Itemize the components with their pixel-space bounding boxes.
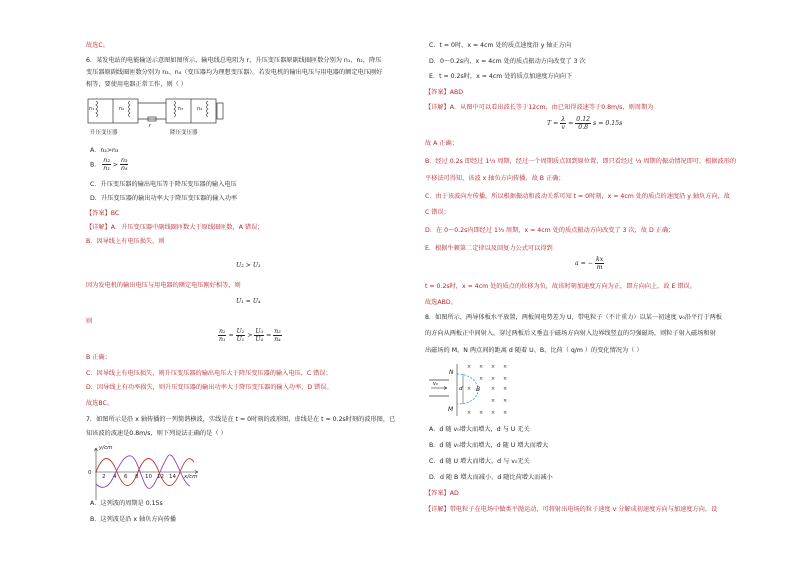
svg-text:×: × [467, 410, 472, 416]
q7-stem-line-2: 知该波的波速是0.8m/s，则下列说法正确的是（ ） [86, 430, 227, 437]
graph-tick-6: 6 [124, 474, 128, 480]
q7-eq-period: T = $\frac{\lambda}{v}$ = $\frac{0.12}{0.8}$ s = 0.15s [547, 116, 623, 131]
svg-text:×: × [491, 364, 496, 370]
label-v0: v₀ [433, 381, 438, 387]
label-step-down: 降压变压器 [170, 130, 198, 136]
graph-tick-10: 10 [145, 474, 152, 480]
q7-option-b: B．这列波是沿 x 轴负方向传播 [90, 516, 177, 523]
svg-text:×: × [491, 410, 496, 416]
svg-text:×: × [467, 386, 472, 392]
q6-d-explain: D．因导线上有功率损失，则升压变压器的输出功率大于降压变压器的输入功率，D 错误。 [86, 384, 333, 391]
label-n1: n₁ [89, 106, 95, 112]
svg-text:×: × [491, 398, 496, 404]
label-M: M [448, 406, 454, 413]
q8-explain: 【详解】带电粒子在电场中做类平抛运动，可将射出电场的粒子速度 v 分解成初速度方向与加速度方向，设 [425, 506, 718, 513]
q7-option-e: E．t = 0.2s时，x = 4cm 处的质点加速度方向向下 [429, 73, 573, 80]
q6-option-a: A．n₂>n₃ [90, 147, 119, 154]
svg-text:×: × [491, 386, 496, 392]
graph-tick-12: 12 [157, 474, 164, 480]
q7-answer: 【答案】ABD [425, 89, 463, 96]
svg-text:×: × [503, 364, 508, 370]
prev-answer: 故选C。 [86, 42, 109, 49]
q6-answer: 【答案】BC [86, 210, 120, 217]
q8-stem-line-1: 8．如图所示，两导体板水平放置，两板间电势差为 U，带电粒子（不计重力）以某一初速度 v₀沿平行于两板 [425, 314, 722, 321]
q8-option-b: B．d 随 v₀增大而增大，d 随 U 增大而增大 [429, 442, 549, 449]
q8-stem-line-2: 的方向从两板正中间射入，穿过两板后又垂直于磁场方向射入边界线竖直的匀强磁场，则粒子射入磁场和射 [425, 330, 716, 337]
graph-tick-2: 2 [102, 474, 106, 480]
q7-explain-b1: B．经过 0.2s 即经过 1⅓ 周期，经过一个周期质点回到原位置，即只看经过 ⅓ 周期的振动情况即可，根据波形的 [425, 158, 737, 165]
label-n4: n₄ [197, 106, 203, 112]
q7-explain-e: E．根据牛顿第二定律以及回复力公式可以得到 [425, 245, 553, 252]
svg-text:×: × [503, 386, 508, 392]
q6-stem-line-3: 相等，要使用电器正常工作，则（ ） [86, 81, 187, 88]
graph-tick-8: 8 [135, 474, 139, 480]
graph-origin: 0 [88, 470, 92, 476]
q7-explain-e2: t = 0.2s时，x = 4cm 处的质点的位移为负，故该时刻加速度方向为正，即方向向上，故 E 错误。 [425, 283, 696, 290]
svg-text:×: × [479, 364, 484, 370]
label-N: N [449, 369, 454, 376]
q7-explain-a: 【详解】A．从图中可以看出波长等于12cm，由已知得波速等于0.8m/s，则周期为 [425, 104, 654, 111]
q6-stem-line-2: 变压器原副线圈匝数分别为 n₃、n₄（变压器均为理想变压器）。若发电机的输出电压与用电器的额定电压刚好 [86, 69, 383, 76]
q6-eq2: U₁ = U₄ [236, 298, 261, 305]
q6-stem-line-1: 6．某发电站的电能输送示意图如图所示，输电线总电阻为 r，升压变压器原副线圈匝数分别为 n₁、n₂，降压 [86, 57, 382, 64]
svg-text:×: × [503, 410, 508, 416]
q8-option-a: A．d 随 v₀增大而增大，d 与 U 无关 [429, 426, 530, 433]
q6-final: 故选BC。 [86, 400, 114, 407]
svg-text:×: × [491, 376, 496, 382]
label-r: r [149, 123, 152, 129]
label-n2: n₂ [119, 106, 125, 112]
q7-option-d: D．0～0.2s内，x = 4cm 处的质点振动方向改变了 3 次 [429, 58, 586, 65]
svg-text:×: × [467, 364, 472, 370]
graph-xlabel: x/cm [184, 474, 198, 480]
q7-option-a: A．这列波的周期是 0.15s [90, 500, 163, 507]
graph-tick-4: 4 [113, 474, 117, 480]
svg-text:×: × [479, 410, 484, 416]
graph-tick-14: 14 [169, 474, 176, 480]
q6-explain-2: 因为发电机的输出电压与用电器的额定电压刚好相等，则 [86, 282, 241, 289]
q7-explain-c1: C．由于该波向左传播，所以根据振动和波动关系可知 t = 0时刻，x = 4cm 处的质点的速度沿 y 轴负方向，故 [425, 193, 730, 200]
svg-text:×: × [503, 398, 508, 404]
label-d: d [459, 386, 463, 392]
q6-option-c: C．升压变压器的输出电压等于降压变压器的输入电压 [90, 181, 237, 188]
transformer-figure [86, 93, 226, 143]
q6-explain-b: B．因导线上有电压损失，则 [86, 238, 165, 245]
svg-text:×: × [479, 376, 484, 382]
q8-option-d: D．d 随 B 增大而减小，d 随比荷增大而减小 [429, 474, 553, 481]
q7-stem-line-1: 7．如图所示是沿 x 轴传播的一列简谐横波，实线是在 t = 0时刻的波形图，虚线是在 t = 0.2s时刻的波形图，已 [86, 416, 396, 423]
q7-a-correct: 故 A 正确； [425, 140, 458, 147]
q7-explain-c2: C 错误； [425, 209, 450, 216]
label-B: B [476, 386, 481, 393]
q7-option-c: C．t = 0时，x = 4cm 处的质点速度沿 y 轴正方向 [429, 42, 572, 49]
q6-explain-a: 【详解】A．升压变压器中副线圈匝数大于原线圈匝数，A 错误； [86, 224, 264, 231]
magnetic-field-figure [427, 360, 527, 420]
label-n3: n₃ [178, 106, 184, 112]
q6-c-explain: C．因导线上有电压损失，则升压变压器的输出电压大于降压变压器的输入电压，C 错误； [86, 370, 332, 377]
q6-eq3: $\frac{\text{n₂}}{\text{n₁}}$ = $\frac{\text{U₂}}{\text{U₁}}$ > $\frac{\text{U₃}}{\text{U₄}}$ = $\frac{\text{n₃}}{\text{n₄}}$ [219, 328, 281, 343]
q6-option-b: B． $\frac{\text{n₂}}{\text{n₁}}$ > $\frac{\text{n₃}}{\text{n₄}}$ [90, 157, 128, 172]
q6-eq1: U₂ > U₃ [236, 262, 261, 269]
q6-option-d: D．升压变压器的输出功率大于降压变压器的输入功率 [90, 195, 238, 202]
q7-eq-accel: a = − $\frac{kx}{m}$ [575, 256, 604, 271]
q7-explain-b2: 平移法可得知，该波 x 轴负方向传播，故 B 正确； [425, 175, 565, 182]
q7-final: 故选ABD。 [425, 299, 457, 306]
q7-explain-d: D．在 0～0.2s内即经过 1⅓ 周期，x = 4cm 处的质点振动方向改变了 3 次，故 D 正确； [425, 227, 675, 234]
q6-b-correct: B 正确； [86, 354, 111, 361]
svg-text:×: × [503, 376, 508, 382]
graph-ylabel: y/cm [99, 445, 113, 451]
label-step-up: 升压变压器 [90, 130, 118, 136]
q6-then: 则 [86, 318, 93, 325]
q8-stem-line-3: 出磁场的 M、N 两点间的距离 d 随着 U、B、比荷（ q/m ）的变化情况为（ ） [425, 347, 643, 354]
q8-answer: 【答案】AD [425, 490, 459, 497]
q8-option-c: C．d 随 U 增大而增大，d 与 v₀无关 [429, 458, 530, 465]
wave-graph [86, 444, 206, 504]
